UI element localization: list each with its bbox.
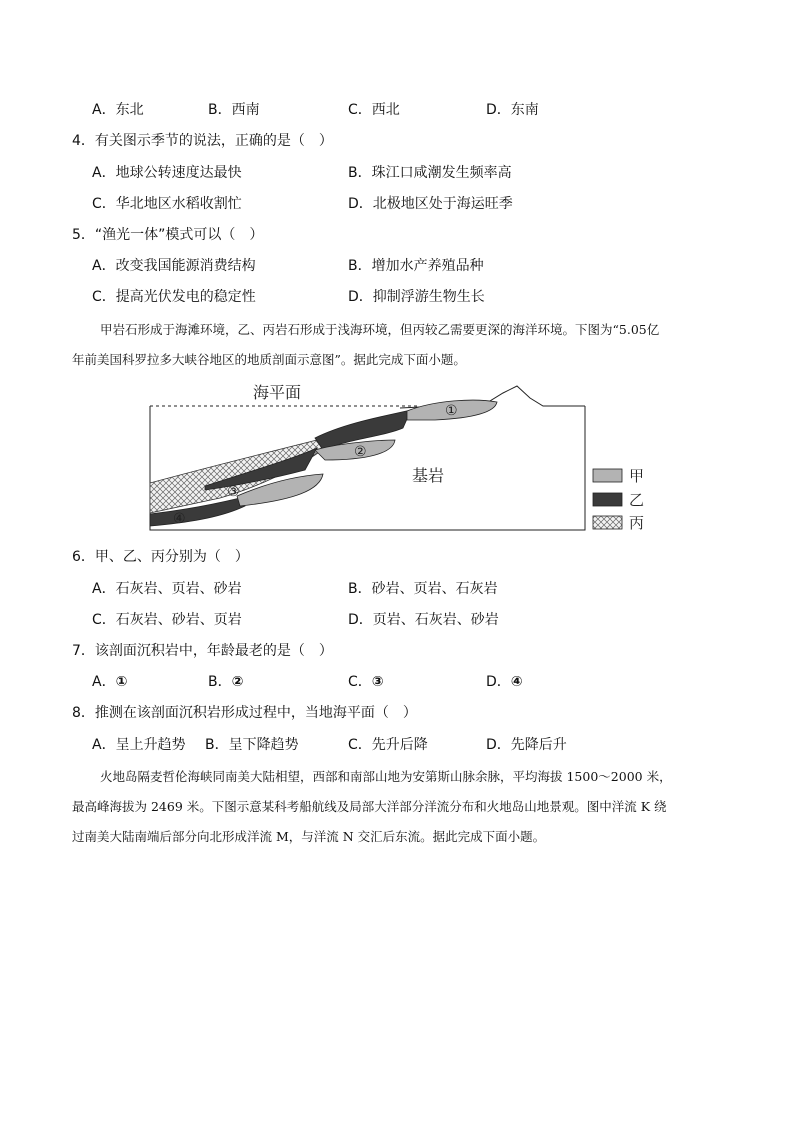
q6-option-a[interactable]: A．石灰岩、页岩、砂岩 <box>92 581 242 597</box>
q5-stem: 5．“渔光一体”模式可以（ ） <box>72 227 264 243</box>
q7-option-d[interactable] <box>486 672 523 692</box>
q4-option-b[interactable]: B．珠江口咸潮发生频率高 <box>348 165 512 181</box>
q3-option-a[interactable]: A．东北 <box>92 102 144 118</box>
q6-option-d[interactable]: D．页岩、石灰岩、砂岩 <box>348 612 499 628</box>
q5-option-c[interactable]: C．提高光伏发电的稳定性 <box>92 289 256 305</box>
geologic-section-figure <box>145 378 655 536</box>
q6-option-b[interactable]: B．砂岩、页岩、石灰岩 <box>348 581 498 597</box>
legend-swatch-yi <box>593 493 622 506</box>
q8-option-d[interactable]: D．先降后升 <box>486 737 567 753</box>
legend-label-bing: 丙 <box>629 514 645 532</box>
q7-stem: 7．该剖面沉积岩中，年龄最老的是（ ） <box>72 643 333 659</box>
legend-swatch-bing <box>593 516 622 529</box>
q7-option-c-label: C． <box>348 674 372 690</box>
q7-option-b[interactable] <box>208 672 243 692</box>
q3-option-b[interactable]: B．西南 <box>208 102 260 118</box>
bedrock-label: 基岩 <box>412 466 445 485</box>
q8-option-a[interactable]: A．呈上升趋势 <box>92 737 186 753</box>
q8-option-b[interactable]: B．呈下降趋势 <box>205 737 299 753</box>
q6-option-c[interactable]: C．石灰岩、砂岩、页岩 <box>92 612 242 628</box>
legend-swatch-jia <box>593 469 622 482</box>
q7-option-b-mark: ② <box>231 674 244 690</box>
q7-option-d-mark: ④ <box>510 674 523 690</box>
q7-option-c[interactable] <box>348 672 384 692</box>
legend-label-yi: 乙 <box>629 491 645 509</box>
q4-option-a[interactable]: A．地球公转速度达最快 <box>92 165 242 181</box>
marker-2: ② <box>354 444 367 460</box>
marker-4: ④ <box>173 511 186 527</box>
q5-option-d[interactable]: D．抑制浮游生物生长 <box>348 289 485 305</box>
q3-option-d[interactable]: D．东南 <box>486 102 539 118</box>
q8-stem: 8．推测在该剖面沉积岩形成过程中，当地海平面（ ） <box>72 705 417 721</box>
q4-option-c[interactable]: C．华北地区水稻收割忙 <box>92 196 242 212</box>
legend-label-jia: 甲 <box>629 467 645 485</box>
q8-option-c[interactable]: C．先升后降 <box>348 737 428 753</box>
q3-option-c[interactable]: C．西北 <box>348 102 400 118</box>
passage1-line1: 甲岩石形成于海滩环境，乙、丙岩石形成于浅海环境，但丙较乙需要更深的海洋环境。下图为“5.05亿 <box>100 322 660 337</box>
q4-option-d[interactable]: D．北极地区处于海运旺季 <box>348 196 513 212</box>
q4-stem: 4．有关图示季节的说法，正确的是（ ） <box>72 133 333 149</box>
passage2-line3: 过南美大陆南端后部分向北形成洋流 M，与洋流 N 交汇后东流。据此完成下面小题。 <box>72 829 546 844</box>
passage1-line2: 年前美国科罗拉多大峡谷地区的地质剖面示意图”。据此完成下面小题。 <box>72 352 466 367</box>
passage2-line2: 最高峰海拔为 2469 米。下图示意某科考船航线及局部大洋部分洋流分布和火地岛山地景观。图中洋流 K 绕 <box>72 799 667 814</box>
q7-option-a-mark: ① <box>115 674 128 690</box>
q7-option-a-label: A． <box>92 674 116 690</box>
sea-level-label: 海平面 <box>253 383 302 402</box>
q5-option-b[interactable]: B．增加水产养殖品种 <box>348 258 484 274</box>
marker-3: ③ <box>227 484 240 500</box>
q7-option-b-label: B． <box>208 674 232 690</box>
q5-option-a[interactable]: A．改变我国能源消费结构 <box>92 258 256 274</box>
q7-option-d-label: D． <box>486 674 511 690</box>
q6-stem: 6．甲、乙、丙分别为（ ） <box>72 549 249 565</box>
q7-option-a[interactable] <box>92 672 127 692</box>
q7-option-c-mark: ③ <box>371 674 384 690</box>
marker-1: ① <box>445 403 458 419</box>
passage2-line1: 火地岛隔麦哲伦海峡同南美大陆相望，西部和南部山地为安第斯山脉余脉，平均海拔 1500～2000 米， <box>100 769 672 784</box>
